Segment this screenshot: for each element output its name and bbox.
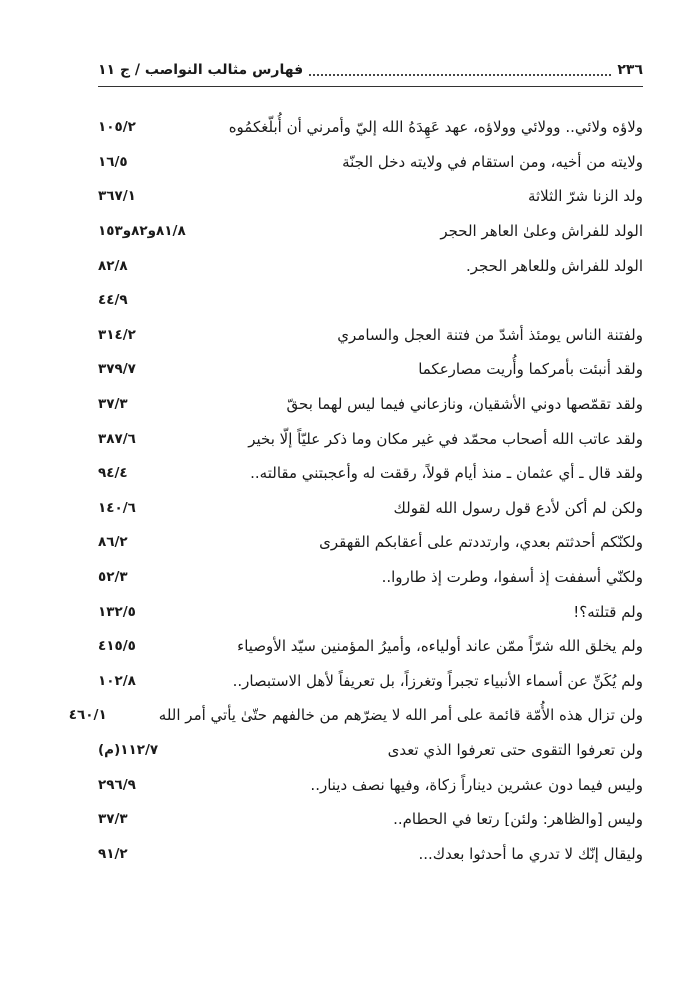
entry-text: ولفتنة الناس يومئذ أشدّ من فتنة العجل والسامري	[337, 325, 643, 344]
index-entry	[98, 179, 643, 214]
entry-reference: ٤٦٠/١	[68, 707, 107, 724]
index-entry	[98, 421, 643, 456]
index-entry	[68, 698, 643, 733]
index-list	[68, 110, 643, 871]
index-entry	[98, 352, 643, 387]
entry-reference: ٨١/٨و٨٢و١٥٣	[98, 223, 186, 240]
index-entry	[98, 664, 643, 699]
entry-reference: ٤١٥/٥	[98, 638, 136, 655]
entry-reference: ١٦/٥	[98, 153, 128, 170]
entry-text: الولد للفراش وعلىٰ العاهر الحجر	[440, 222, 643, 241]
entry-text: ولقد قال ـ أي عثمان ـ منذ أيام قولاً، رققت له وأعجبتني مقالته..	[250, 464, 643, 483]
entry-reference: ١٠٢/٨	[98, 672, 136, 689]
entry-reference: ٥٢/٣	[98, 569, 128, 586]
entry-text: ولكنّي أسففت إذ أسفوا، وطرت إذ طاروا..	[381, 568, 643, 587]
entry-text: الولد للفراش وللعاهر الحجر.	[465, 256, 643, 275]
entry-reference: ١١٢/٧(م)	[98, 741, 159, 758]
index-entry	[98, 318, 643, 353]
entry-reference: ١٣٢/٥	[98, 603, 136, 620]
entry-reference: ٣٧٩/٧	[98, 361, 136, 378]
index-entry	[98, 110, 643, 145]
entry-reference: ٣٦٧/١	[98, 188, 136, 205]
index-entry	[98, 387, 643, 422]
running-header	[98, 58, 643, 82]
index-entry	[98, 214, 643, 249]
entry-reference: ١٠٥/٢	[98, 119, 136, 136]
page-number: ٢٣٦	[617, 62, 643, 78]
index-entry	[98, 145, 643, 180]
entry-reference: ٣٧/٣	[98, 811, 128, 828]
entry-text: ولن تزال هذه الأُمّة قائمة على أمر الله لا يضرّهم من خالفهم حتّىٰ يأتي أمر الله	[158, 706, 643, 725]
running-title: فهارس مثالب النواصب / ج ١١	[98, 62, 304, 78]
entry-text: ولقد أنبئت بأمركما وأُريت مصارعكما	[418, 360, 643, 379]
entry-reference: ٢٩٦/٩	[98, 776, 136, 793]
entry-text: ولم يُكَنِّ عن أسماء الأنبياء تجبراً وتغرزاً، بل تعريفاً لأهل الاستبصار..	[232, 671, 643, 690]
index-entry	[98, 525, 643, 560]
entry-reference: ١٤٠/٦	[98, 499, 136, 516]
entry-text: ولن تعرفوا التقوى حتى تعرفوا الذي تعدى	[387, 740, 643, 759]
header-rule	[98, 86, 643, 87]
index-entry	[98, 629, 643, 664]
index-entry	[98, 767, 643, 802]
entry-text: ولقد عاتب الله أصحاب محمّد في غير مكان وما ذكر عليّاً إلّا بخير	[248, 429, 643, 448]
entry-text: ولم قتلته؟!	[573, 602, 643, 621]
entry-text: ولد الزنا شرّ الثلاثة	[527, 187, 643, 206]
entry-reference: ٩٤/٤	[98, 465, 128, 482]
index-entry	[98, 283, 643, 318]
entry-text: وليقال إنّك لا تدري ما أحدثوا بعدك...	[418, 844, 643, 863]
entry-reference: ٣١٤/٢	[98, 326, 136, 343]
index-entry	[98, 733, 643, 768]
index-entry	[98, 802, 643, 837]
entry-text: ولاؤه ولائي.. وولائي وولاؤه، عهد عَهِدَهُ الله إليّ وأمرني أن أُبلّغكمُوه	[228, 118, 643, 137]
index-entry	[98, 836, 643, 871]
entry-reference: ٣٧/٣	[98, 396, 128, 413]
entry-reference: ٣٨٧/٦	[98, 430, 136, 447]
index-entry	[98, 560, 643, 595]
entry-text: ولم يخلق الله شرّاً ممّن عاند أولياءه، وأميرُ المؤمنين سيّد الأوصياء	[237, 637, 643, 656]
entry-reference: ٤٤/٩	[98, 292, 128, 309]
entry-text: ولقد تقمّصها دوني الأشقيان، ونازعاني فيما ليس لهما بحقّ	[286, 395, 643, 414]
entry-reference: ٨٢/٨	[98, 257, 128, 274]
index-entry	[98, 456, 643, 491]
entry-text: ولكن لم أكن لأدع قول رسول الله لقولك	[393, 498, 643, 517]
entry-reference: ٩١/٢	[98, 845, 128, 862]
index-entry	[98, 491, 643, 526]
dotted-leader	[309, 64, 611, 76]
entry-text: ولايته من أخيه، ومن استقام في ولايته دخل الجنّة	[342, 152, 643, 171]
index-entry	[98, 248, 643, 283]
entry-text: ولكنّكم أحدثتم بعدي، وارتددتم على أعقابكم القهقرى	[319, 533, 643, 552]
entry-text: وليس [والظاهر: ولئن] رتعا في الحطام..	[393, 810, 643, 829]
index-entry	[98, 594, 643, 629]
entry-reference: ٨٦/٢	[98, 534, 128, 551]
entry-text: وليس فيما دون عشرين ديناراً زكاة، وفيها نصف دينار..	[310, 775, 643, 794]
